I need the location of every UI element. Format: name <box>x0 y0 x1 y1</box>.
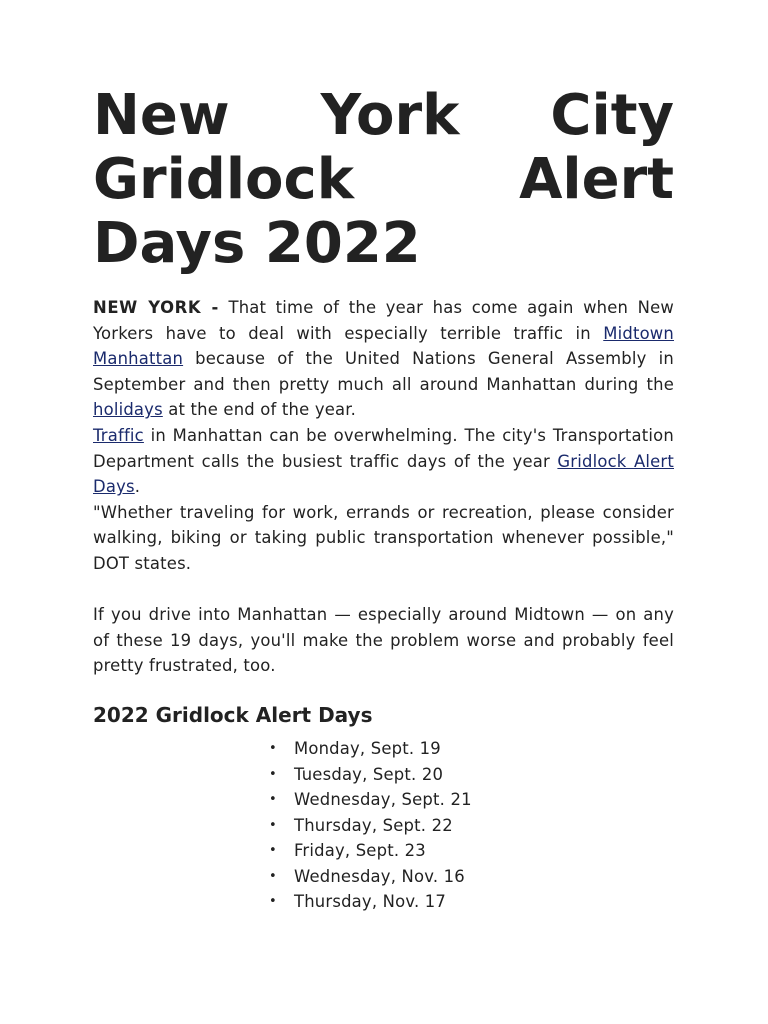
bullet-icon: • <box>269 766 277 782</box>
paragraph-traffic-text-1: in Manhattan can be overwhelming. The city's Transportation Department calls the busiest traffic days of the year <box>93 425 674 471</box>
list-item-text: Thursday, Sept. 22 <box>294 815 453 835</box>
article-body <box>93 295 674 679</box>
list-item <box>269 787 674 813</box>
paragraph-intro <box>93 295 674 423</box>
bullet-icon: • <box>269 894 277 910</box>
paragraph-dot-quote: "Whether traveling for work, errands or recreation, please consider walking, biking or taking public transportation whenever possible," DOT states. <box>93 502 674 573</box>
list-item <box>269 736 674 762</box>
paragraph-drive-warning: If you drive into Manhattan — especially around Midtown — on any of these 19 days, you'll make the problem worse and probably feel pretty frustrated, too. <box>93 605 674 676</box>
traffic-link[interactable]: Traffic <box>93 425 144 445</box>
gridlock-days-list <box>93 736 674 915</box>
paragraph-intro-text-1: That time of the year has come again when New Yorkers have to deal with especially terrible traffic in <box>93 298 675 343</box>
list-item <box>269 889 674 915</box>
section-heading: 2022 Gridlock Alert Days <box>93 702 373 727</box>
page-title: New York City Gridlock Alert Days 2022 <box>93 83 674 276</box>
list-item-text: Wednesday, Sept. 21 <box>294 790 472 810</box>
midtown-manhattan-link[interactable]: Midtown Manhattan <box>93 323 674 369</box>
list-item <box>269 762 674 788</box>
list-item-text: Wednesday, Nov. 16 <box>294 866 465 886</box>
paragraph-traffic-text-2: . <box>134 477 141 497</box>
bullet-icon: • <box>269 843 277 859</box>
gridlock-alert-days-link[interactable]: Gridlock Alert Days <box>93 451 674 497</box>
paragraph-intro-text-2: because of the United Nations General Assembly in September and then pretty much all around Manhattan during the <box>93 349 674 394</box>
paragraph-traffic <box>93 423 674 500</box>
bullet-icon: • <box>269 868 277 884</box>
list-item-text: Tuesday, Sept. 20 <box>294 764 444 784</box>
dateline: NEW YORK - <box>93 298 219 317</box>
list-item <box>269 838 674 864</box>
bullet-icon: • <box>269 817 277 833</box>
list-item <box>269 864 674 890</box>
list-item-text: Thursday, Nov. 17 <box>294 892 447 912</box>
list-item-text: Monday, Sept. 19 <box>294 738 441 758</box>
list-item-text: Friday, Sept. 23 <box>294 841 426 861</box>
article <box>93 84 674 915</box>
list-item <box>269 813 674 839</box>
bullet-icon: • <box>269 740 277 756</box>
paragraph-intro-text-3: at the end of the year. <box>162 400 357 420</box>
holidays-link[interactable]: holidays <box>93 400 163 420</box>
bullet-icon: • <box>269 792 277 808</box>
